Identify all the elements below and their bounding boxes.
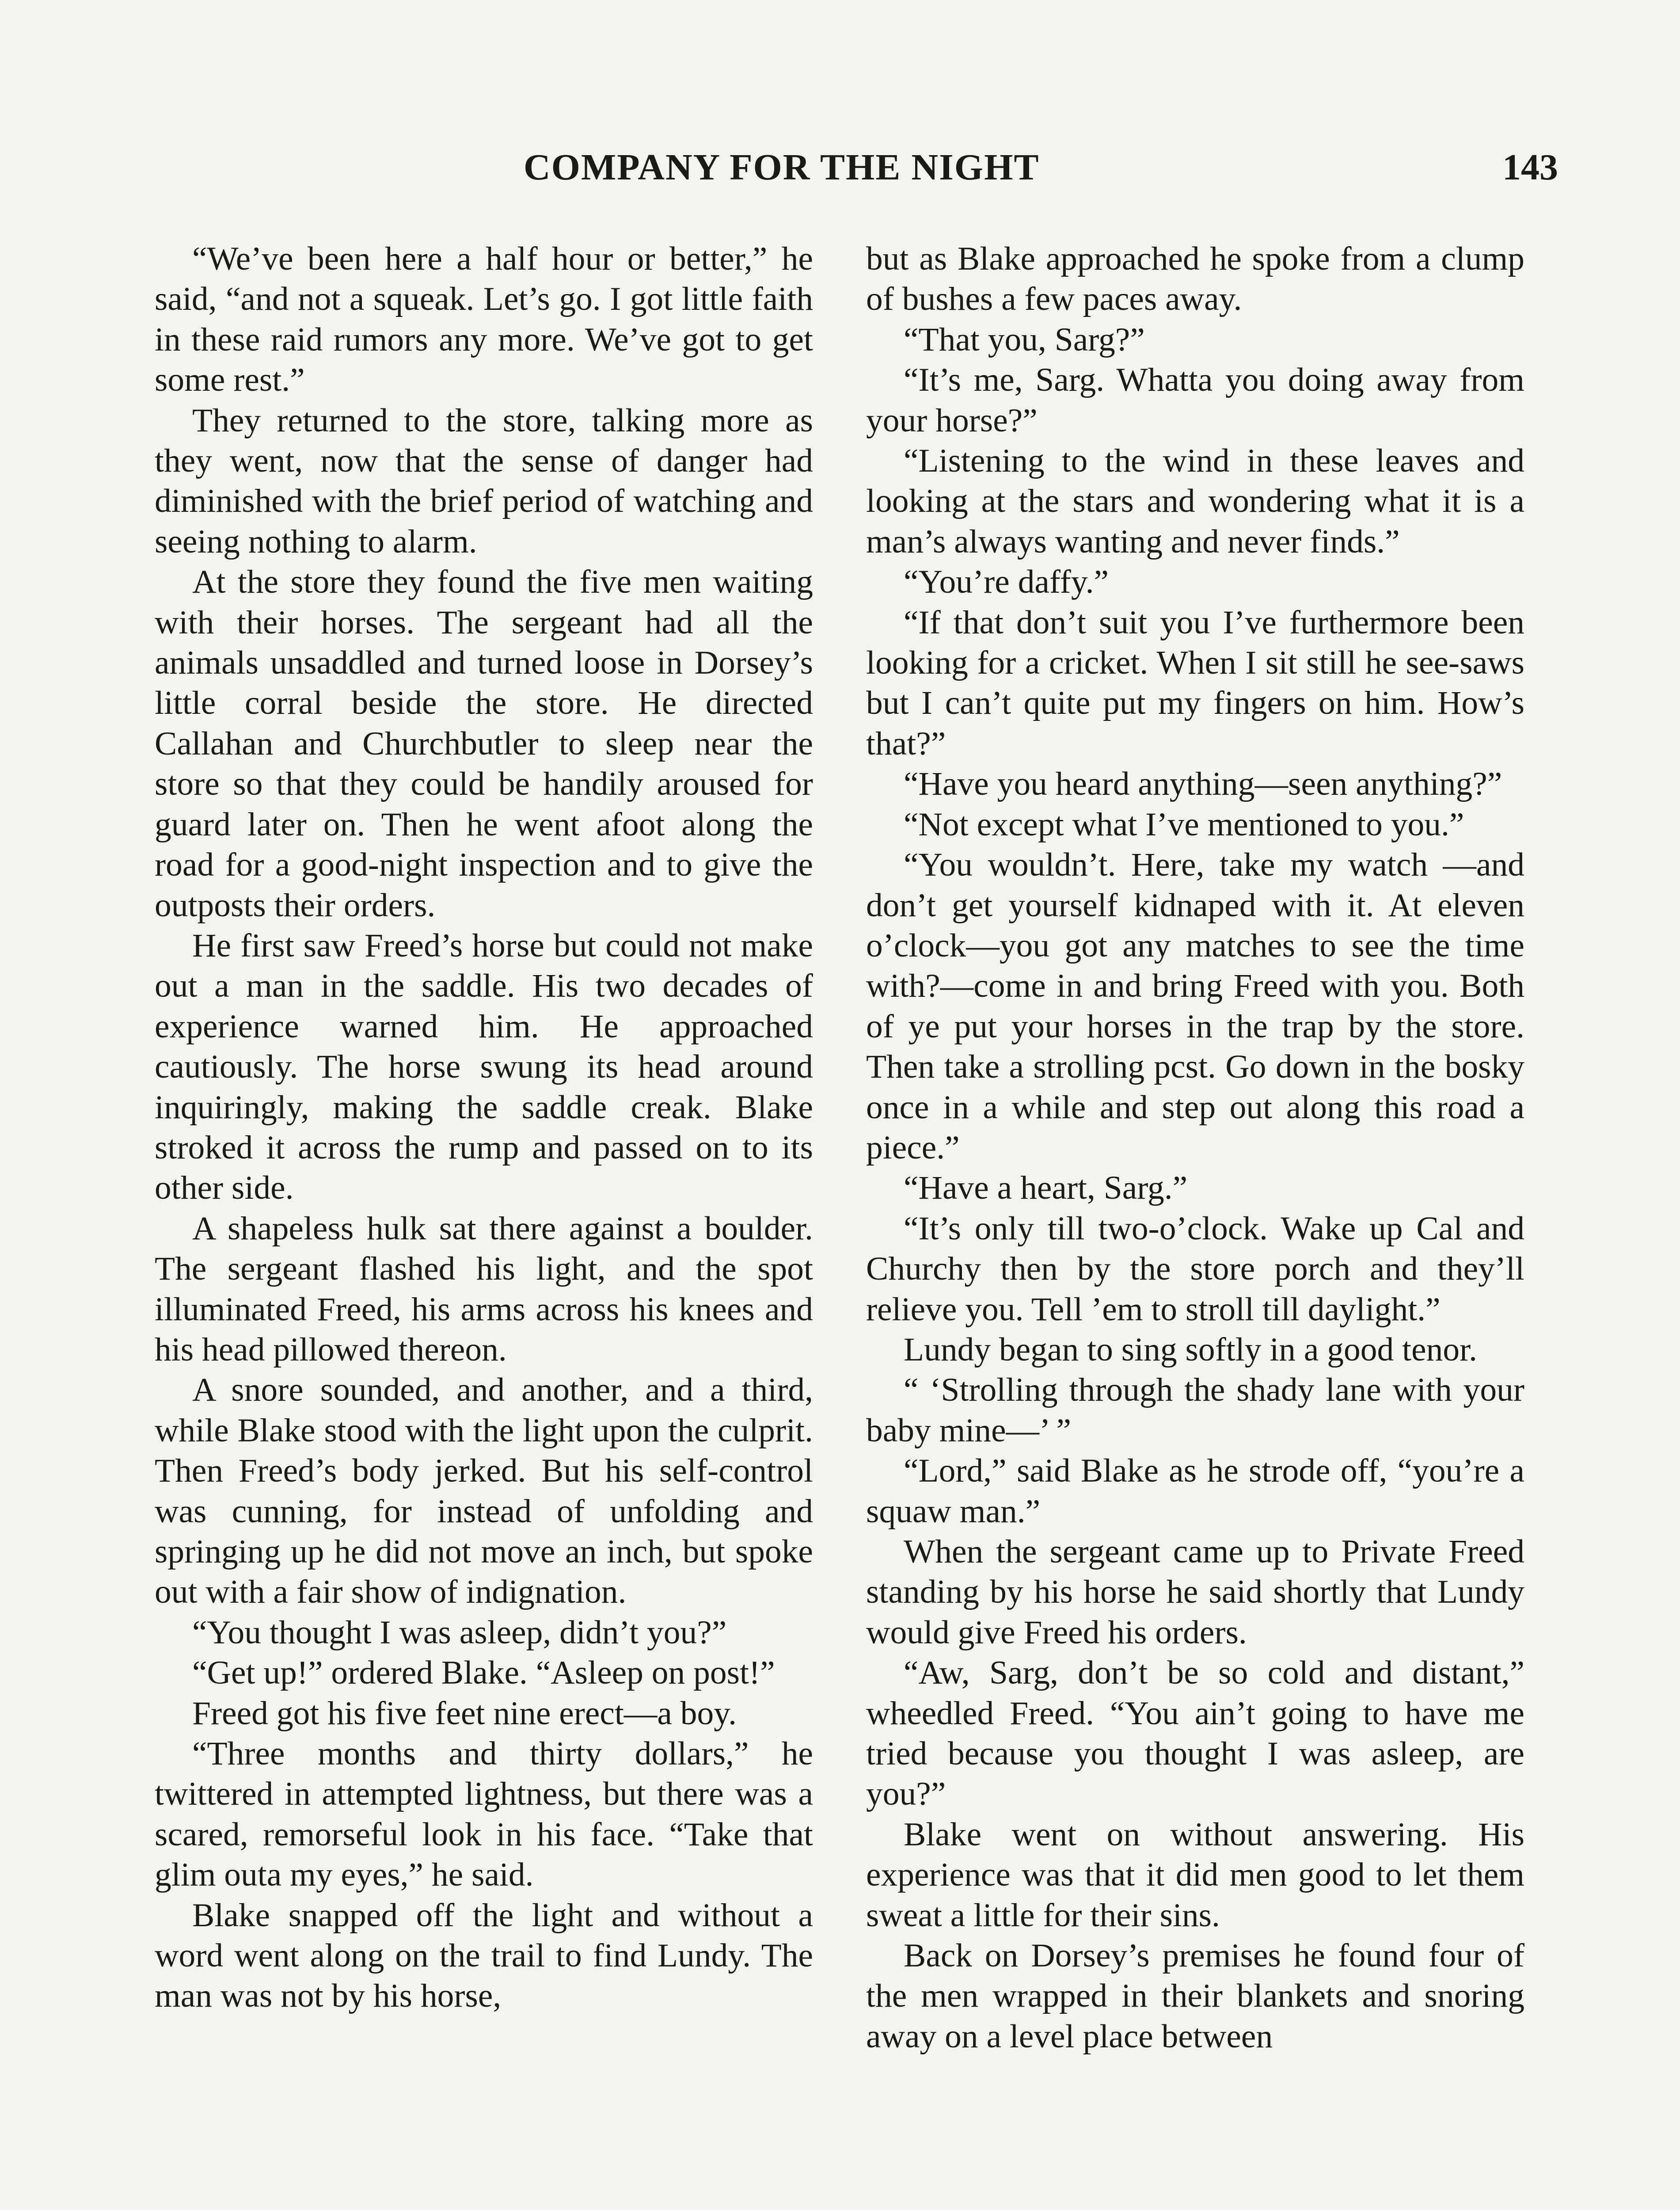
paragraph: A shapeless hulk sat there against a boulder. The sergeant flashed his light, and the spot illuminated Freed, his arms across his knees and his head pillowed thereon.: [155, 1210, 813, 1368]
paragraph: “Get up!” ordered Blake. “Asleep on post!”: [192, 1654, 775, 1692]
paragraph: “You’re daffy.”: [904, 564, 1109, 601]
paragraph: “Aw, Sarg, don’t be so cold and distant,” wheedled Freed. “You ain’t going to have me tried because you thought I was asleep, are you?”: [866, 1654, 1524, 1813]
page-number: 143: [1502, 147, 1558, 188]
paragraph: They returned to the store, talking more as they went, now that the sense of danger had diminished with the brief period of watching and seeing nothing to alarm.: [155, 402, 813, 560]
paragraph: “Listening to the wind in these leaves and looking at the stars and wondering what it is a man’s always wanting and never finds.”: [866, 442, 1524, 560]
paragraph: He first saw Freed’s horse but could not make out a man in the saddle. His two decades of experience warned him. He approached cautiously. The horse swung its head around inquiringly, making the saddle creak. Blake stroked it across the rump and passed on to its other side.: [155, 927, 813, 1207]
paragraph: Freed got his five feet nine erect—a boy.: [192, 1695, 737, 1732]
paragraph: “ ‘Strolling through the shady lane with your baby mine—’ ”: [866, 1372, 1524, 1449]
paragraph: “Have you heard anything—seen anything?”: [904, 766, 1502, 803]
paragraph-continued: but as Blake approached he spoke from a clump of bushes a few paces away.: [866, 240, 1524, 318]
paragraph: “It’s only till two-o’clock. Wake up Cal and Churchy then by the store porch and they’ll relieve you. Tell ’em to stroll till daylight.”: [866, 1210, 1524, 1328]
paragraph: Blake snapped off the light and without a word went along on the trail to find Lundy. The man was not by his horse,: [155, 1897, 813, 2015]
paragraph: At the store they found the five men waiting with their horses. The sergeant had all the animals unsaddled and turned loose in Dorsey’s little corral beside the store. He directed Callahan and Churchbutler to sleep near the store so that they could be handily aroused for guard later on. Then he went afoot along the road for a good-night inspection and to give the outposts their orders.: [155, 564, 813, 924]
paragraph: “You wouldn’t. Here, take my watch —and don’t get yourself kidnaped with it. At eleven o’clock—you got any matches to see the time with?—come in and bring Freed with you. Both of ye put your horses in the trap by the store. Then take a strolling pcst. Go down in the bosky once in a while and step out along this road a piece.”: [866, 846, 1524, 1166]
paragraph: “That you, Sarg?”: [904, 321, 1145, 358]
right-column: [866, 239, 1524, 2057]
paragraph: Back on Dorsey’s premises he found four of the men wrapped in their blankets and snoring away on a level place between: [866, 1937, 1524, 2055]
paragraph: Lundy began to sing softly in a good tenor.: [904, 1331, 1478, 1368]
paragraph: “Lord,” said Blake as he strode off, “you’re a squaw man.”: [866, 1452, 1524, 1530]
paragraph: “Not except what I’ve mentioned to you.”: [904, 806, 1464, 843]
paragraph: “If that don’t suit you I’ve furthermore been looking for a cricket. When I sit still he see-saws but I can’t quite put my fingers on him. How’s that?”: [866, 604, 1524, 762]
left-column: [155, 239, 813, 2016]
paragraph: Blake went on without answering. His experience was that it did men good to let them sweat a little for their sins.: [866, 1816, 1524, 1934]
paragraph: “We’ve been here a half hour or better,” he said, “and not a squeak. Let’s go. I got little faith in these raid rumors any more. We’ve got to get some rest.”: [155, 240, 813, 399]
paragraph: A snore sounded, and another, and a third, while Blake stood with the light upon the culprit. Then Freed’s body jerked. But his self-control was cunning, for instead of unfolding and springing up he did not move an inch, but spoke out with a fair show of indignation.: [155, 1372, 813, 1611]
paragraph: “Three months and thirty dollars,” he twittered in attempted lightness, but there was a scared, remorseful look in his face. “Take that glim outa my eyes,” he said.: [155, 1735, 813, 1894]
paragraph: When the sergeant came up to Private Freed standing by his horse he said shortly that Lundy would give Freed his orders.: [866, 1533, 1524, 1651]
paragraph: “You thought I was asleep, didn’t you?”: [192, 1614, 727, 1651]
page-header: [0, 146, 1680, 199]
paragraph: “Have a heart, Sarg.”: [904, 1170, 1188, 1207]
paragraph: “It’s me, Sarg. Whatta you doing away from your horse?”: [866, 362, 1524, 439]
running-title: COMPANY FOR THE NIGHT: [524, 147, 1040, 188]
